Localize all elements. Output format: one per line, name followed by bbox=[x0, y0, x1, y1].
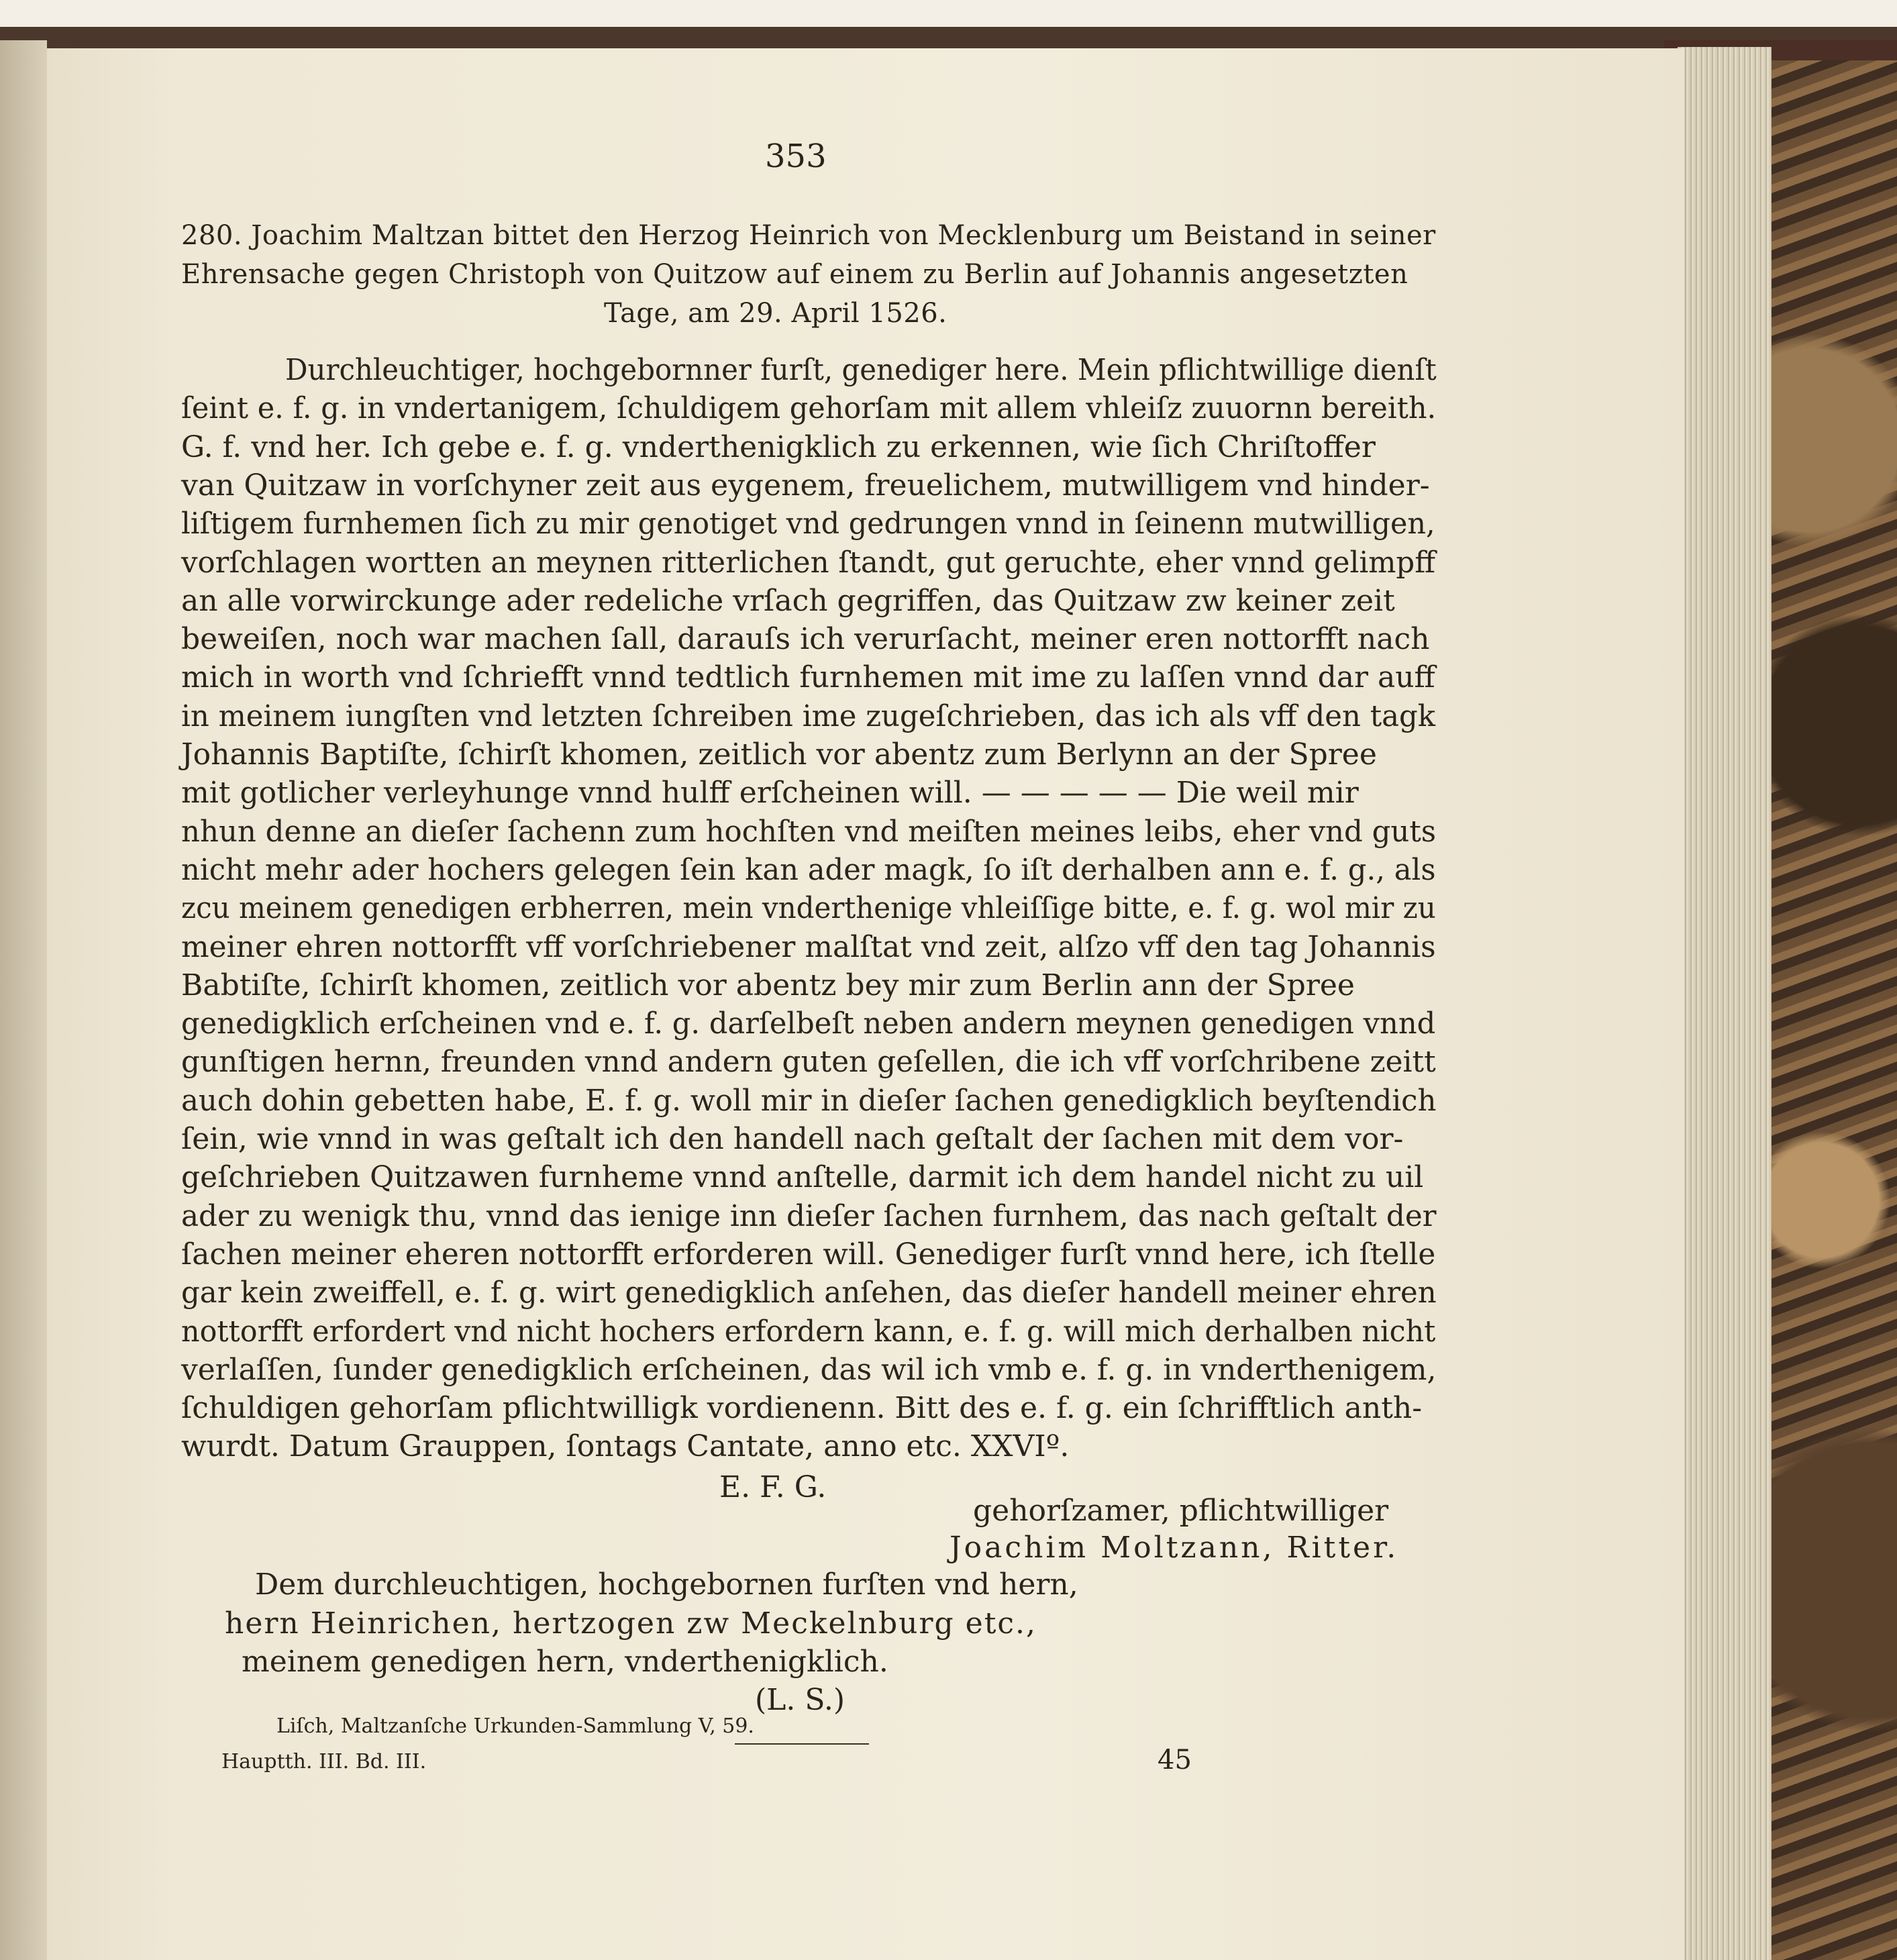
seal-mark: (L. S.) bbox=[755, 1683, 845, 1717]
footer-rule bbox=[735, 1743, 869, 1745]
body-line: vorſchlagen wortten an meynen ritterlichen ſtandt, gut geruchte, eher vnnd gelimpff bbox=[181, 546, 1436, 580]
body-line: van Quitzaw in vorſchyner zeit aus eygenem, freuelichem, mutwilligem vnd hinder- bbox=[181, 468, 1430, 503]
body-line: mit gotlicher verleyhunge vnnd hulff erſcheinen will. — — — — — Die weil mir bbox=[181, 776, 1359, 810]
body-line: an alle vorwirckunge ader redeliche vrſach gegriffen, das Quitzaw zw keiner zeit bbox=[181, 584, 1395, 618]
body-line: auch dohin gebetten habe, E. f. g. woll mir in dieſer ſachen genedigklich beyſtendich bbox=[181, 1084, 1437, 1118]
body-line: in meinem iungſten vnd letzten ſchreiben ime zugeſchrieben, das ich als vff den tagk bbox=[181, 699, 1436, 733]
body-line: nottorfft erfordert vnd nicht hochers erfordern kann, e. f. g. will mich derhalben nicht bbox=[181, 1314, 1436, 1349]
book-top-edge bbox=[0, 0, 1897, 54]
body-line: Johannis Baptiſte, ſchirſt khomen, zeitlich vor abentz zum Berlynn an der Spree bbox=[181, 737, 1377, 772]
body-line: verlaſſen, ſunder genedigklich erſcheinen, das wil ich vmb e. f. g. in vnderthenigem, bbox=[181, 1353, 1437, 1387]
body-line: genedigklich erſcheinen vnd e. f. g. darſelbeſt neben andern meynen genedigen vnnd bbox=[181, 1007, 1436, 1041]
address-line-2: hern Heinrichen, hertzogen zw Meckelnburg etc., bbox=[225, 1606, 1037, 1641]
body-line: gar kein zweiffell, e. f. g. wirt genedigklich anſehen, das dieſer handell meiner ehren bbox=[181, 1276, 1437, 1310]
body-line: nhun denne an dieſer ſachenn zum hochſten vnd meiſten meines leibs, eher vnd guts bbox=[181, 815, 1437, 849]
document-heading-line-2: Ehrensache gegen Christoph von Quitzow auf einem zu Berlin auf Johannis angesetzten bbox=[181, 259, 1408, 290]
page-number: 353 bbox=[765, 138, 827, 175]
body-line: ſachen meiner eheren nottorfft erforderen will. Genediger furſt vnnd here, ich ſtelle bbox=[181, 1237, 1436, 1272]
document-heading-line-3: Tage, am 29. April 1526. bbox=[604, 298, 947, 329]
signature-name: Joachim Moltzann, Ritter. bbox=[950, 1531, 1399, 1565]
address-line-3: meinem genedigen hern, vnderthenigklich. bbox=[242, 1645, 888, 1679]
closing-efg: E. F. G. bbox=[719, 1470, 827, 1504]
body-line: Durchleuchtiger, hochgebornner furſt, genediger here. Mein pflichtwillige dienſt bbox=[285, 353, 1437, 387]
body-line: ſeint e. f. g. in vndertanigem, ſchuldigem gehorſam mit allem vhleiſz zuuornn bereith. bbox=[181, 391, 1437, 425]
body-line: G. f. vnd her. Ich gebe e. f. g. vnderthenigklich zu erkennen, wie ſich Chriſtoffer bbox=[181, 430, 1376, 464]
body-line: liſtigem furnhemen ſich zu mir genotiget vnd gedrungen vnnd in ſeinenn mutwilligen, bbox=[181, 507, 1435, 541]
footer-volume: Hauptth. III. Bd. III. bbox=[221, 1750, 427, 1773]
body-line: wurdt. Datum Grauppen, ſontags Cantate, anno etc. XXVIº. bbox=[181, 1429, 1070, 1463]
document-heading-line-1: 280. Joachim Maltzan bittet den Herzog Heinrich von Mecklenburg um Beistand in seiner bbox=[181, 220, 1436, 251]
source-citation: Liſch, Maltzanſche Urkunden-Sammlung V, 59. bbox=[276, 1714, 754, 1738]
address-line-1: Dem durchleuchtigen, hochgebornen furſten vnd hern, bbox=[255, 1567, 1078, 1602]
footer-sheet-number: 45 bbox=[1158, 1745, 1192, 1775]
body-line: geſchrieben Quitzawen furnheme vnnd anſtelle, darmit ich dem handel nicht zu uil bbox=[181, 1160, 1424, 1194]
body-line: meiner ehren nottorfft vff vorſchriebener malſtat vnd zeit, alſzo vff den tag Johannis bbox=[181, 930, 1436, 964]
page-stack-edge bbox=[1678, 47, 1772, 1960]
body-line: Babtiſte, ſchirſt khomen, zeitlich vor abentz bey mir zum Berlin ann der Spree bbox=[181, 968, 1355, 1002]
body-line: beweiſen, noch war machen ſall, darauſs ich verurſacht, meiner eren nottorfft nach bbox=[181, 622, 1430, 656]
body-line: mich in worth vnd ſchriefft vnnd tedtlich furnhemen mit ime zu laſſen vnnd dar auff bbox=[181, 660, 1435, 694]
marbled-endpaper bbox=[1772, 60, 1897, 1960]
body-line: ader zu wenigk thu, vnnd das ienige inn dieſer ſachen furnhem, das nach geſtalt der bbox=[181, 1199, 1437, 1233]
body-line: nicht mehr ader hochers gelegen ſein kan ader magk, ſo iſt derhalben ann e. f. g., als bbox=[181, 853, 1436, 887]
body-line: ſchuldigen gehorſam pflichtwilligk vordienenn. Bitt des e. f. g. ein ſchrifftlich anth- bbox=[181, 1391, 1423, 1425]
body-line: zcu meinem genedigen erbherren, mein vnderthenige vhleiſſige bitte, e. f. g. wol mir zu bbox=[181, 891, 1436, 925]
signature-line-1: gehorſzamer, pflichtwilliger bbox=[973, 1494, 1389, 1528]
body-line: ſein, wie vnnd in was geſtalt ich den handell nach geſtalt der ſachen mit dem vor- bbox=[181, 1122, 1404, 1156]
left-page-edge bbox=[0, 40, 47, 1960]
body-line: gunſtigen hernn, freunden vnnd andern guten geſellen, die ich vff vorſchribene zeitt bbox=[181, 1045, 1436, 1079]
